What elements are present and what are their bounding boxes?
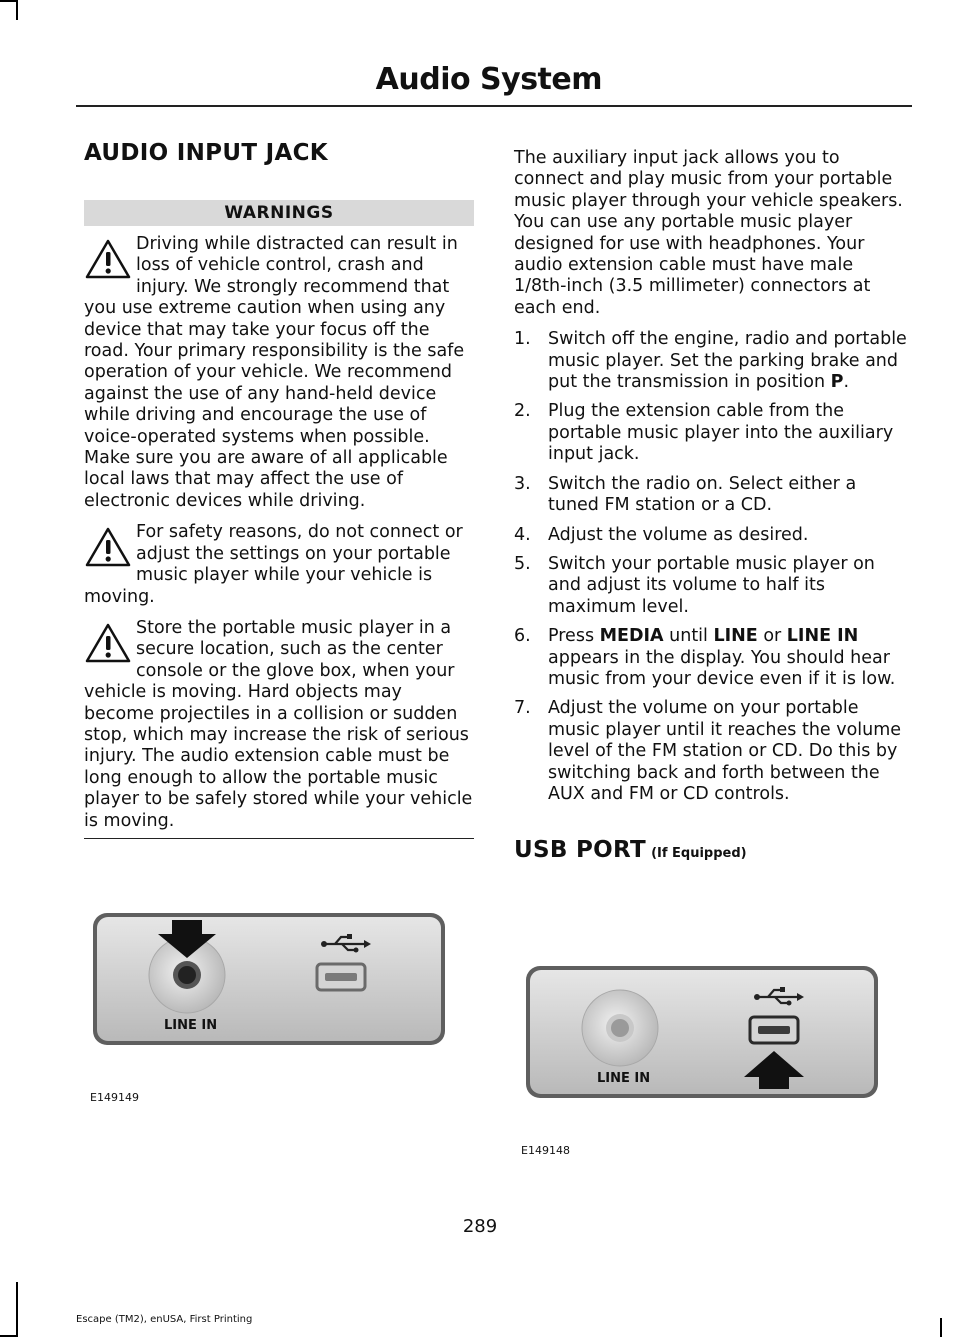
warning-text: For safety reasons, do not connect or adjust the settings on your portable music player while your vehicle is moving. [84, 522, 463, 607]
step-text: Plug the extension cable from the portable music player into the auxiliary input jack. [548, 401, 894, 465]
usb-port-heading [514, 837, 908, 863]
page-header-title: Audio System [375, 62, 602, 97]
warning-block [84, 522, 474, 608]
header-rule [76, 105, 912, 107]
warning-triangle-icon [84, 238, 132, 280]
step-text: or [757, 626, 787, 647]
step-number: 7. [514, 698, 531, 719]
step-number: 6. [514, 626, 531, 647]
step-keyword: LINE [713, 626, 758, 647]
warning-text: Store the portable music player in a secure location, such as the center console or the glove box, when your vehicle is moving. Hard objects may become projectiles in a collision or sudden stop, which may increase the risk of serious injury. The audio extension cable must be long enough to allow the portable music player to be safely stored while your vehicle is moving. [84, 617, 473, 831]
step-text: Press [548, 626, 600, 647]
step-item [514, 474, 908, 517]
step-item [514, 525, 908, 546]
steps-list [514, 329, 908, 805]
step-keyword: MEDIA [599, 626, 664, 647]
step-text: appears in the display. You should hear music from your device even if it is low. [548, 647, 896, 689]
figure-id: E149148 [521, 1144, 570, 1157]
step-text: Adjust the volume as desired. [548, 524, 809, 545]
step-number: 5. [514, 553, 531, 574]
warnings-bar: WARNINGS [84, 200, 474, 226]
crop-mark [16, 1282, 18, 1337]
aux-intro-paragraph: The auxiliary input jack allows you to connect and play music from your portable music player through your vehicle speakers. You can use any portable music player designed for use with headphones. Your audio extension cable must have male 1/8th-inch (3.5 millimeter) connectors at each end. [514, 148, 903, 318]
figure-id: E149149 [90, 1091, 139, 1104]
line-in-label: LINE IN [164, 1018, 218, 1033]
figure-line-in-jack [92, 912, 446, 1047]
warning-block [84, 234, 474, 512]
step-number: 2. [514, 401, 531, 422]
figure-panel-illustration [525, 965, 879, 1100]
figure-usb-port [525, 965, 879, 1100]
step-item [514, 329, 908, 393]
step-item [514, 401, 908, 465]
crop-mark [940, 1318, 942, 1337]
figure-panel-illustration [92, 912, 446, 1047]
crop-mark [16, 0, 18, 20]
step-keyword: LINE IN [786, 626, 859, 647]
warning-block [84, 618, 474, 832]
step-keyword: P [830, 372, 844, 393]
step-text: Switch off the engine, radio and portable music player. Set the parking brake and put the transmission in position [548, 329, 907, 393]
step-item [514, 626, 908, 690]
step-text: Switch your portable music player on and adjust its volume to half its maximum level. [548, 553, 875, 617]
warning-triangle-icon [84, 622, 132, 664]
step-number: 3. [514, 473, 531, 494]
warnings-end-rule [84, 838, 474, 839]
left-column [84, 140, 474, 839]
warning-triangle-icon [84, 526, 132, 568]
step-number: 4. [514, 524, 531, 545]
step-text: until [663, 626, 714, 647]
step-text: Switch the radio on. Select either a tuned FM station or a CD. [548, 473, 857, 516]
page-number: 289 [462, 1216, 498, 1237]
footer-text: Escape (TM2), enUSA, First Printing [76, 1314, 253, 1325]
right-column [514, 148, 908, 863]
step-number: 1. [514, 329, 531, 350]
audio-input-jack-heading: AUDIO INPUT JACK [84, 140, 328, 166]
step-item [514, 554, 908, 618]
line-in-label: LINE IN [597, 1071, 651, 1086]
step-item [514, 698, 908, 805]
step-text-end: . [843, 372, 850, 393]
warning-text: Driving while distracted can result in loss of vehicle control, crash and injury. We strongly recommend that you use extreme caution when using any device that may take your focus off the road. Your primary responsibility is the safe operation of your vehicle. We recommend against the use of any hand-held device while driving and encourage the use of voice-operated systems when possible. Make sure you are aware of all applicable local laws that may affect the use of electronic devices while driving. [84, 234, 465, 511]
usb-port-subtitle: (If Equipped) [651, 846, 747, 862]
step-text: Adjust the volume on your portable music player until it reaches the volume level of the FM station or CD. Do this by switching back and forth between the AUX and FM or CD controls. [548, 698, 902, 804]
usb-port-title: USB PORT [514, 837, 646, 864]
